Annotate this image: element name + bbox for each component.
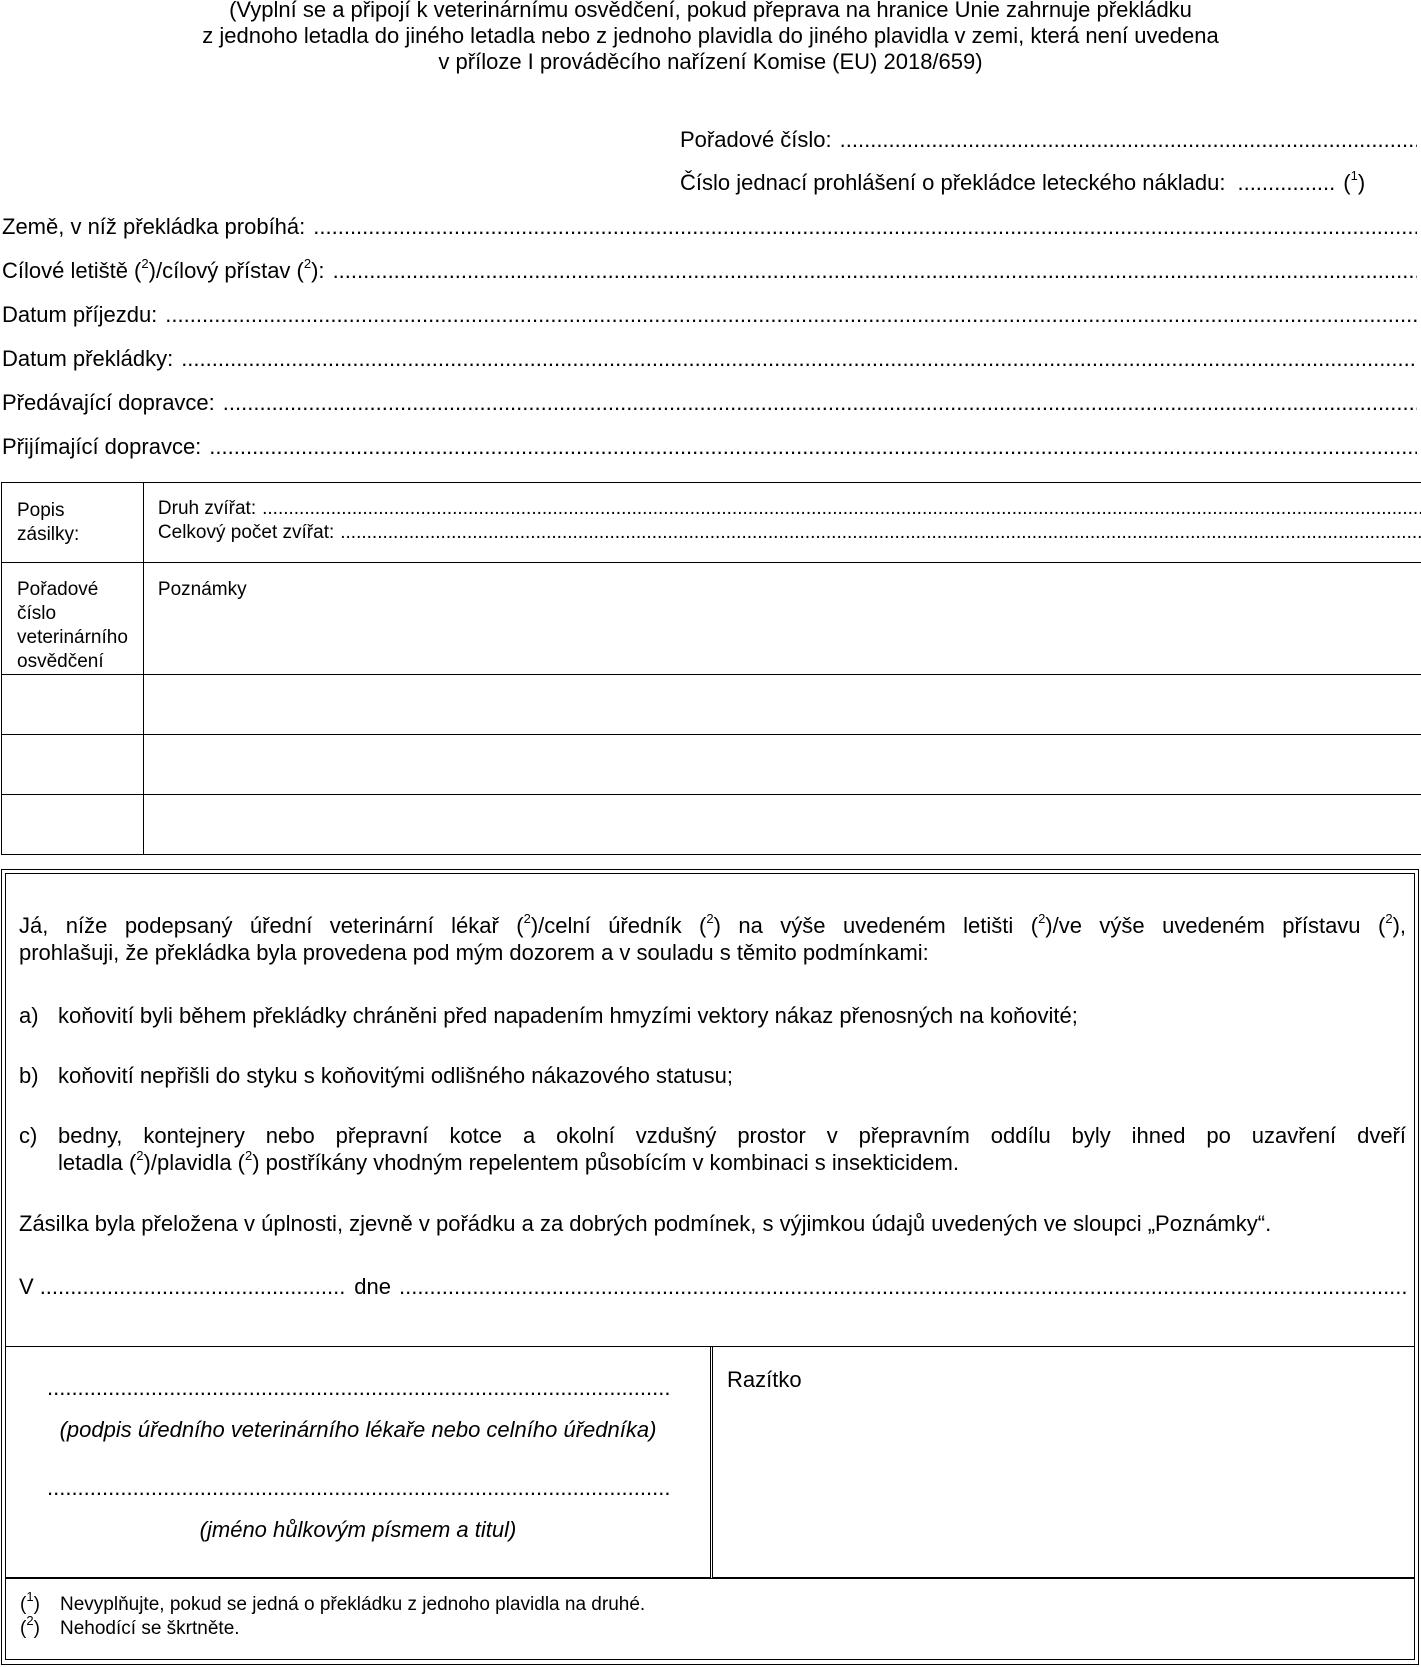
popis-zasilky-cell — [2, 483, 144, 563]
empty-cell[interactable] — [143, 675, 1421, 735]
footnote-2-text: Nehodící se škrtněte. — [60, 1618, 240, 1639]
field-predavajici[interactable] — [2, 390, 1417, 416]
druh-zvirat-field[interactable] — [158, 497, 1421, 521]
footnote-1 — [20, 1588, 646, 1617]
field-zeme-label: Země, v níž překládka probíhá: — [2, 214, 306, 239]
stamp-label: Razítko — [727, 1367, 802, 1392]
date-label: dne — [354, 1274, 391, 1299]
zasilka-statement: Zásilka byla přeložena v úplnosti, zjevně v pořádku a za dobrých podmínek, s výjimkou údajů uvedených ve sloupci „Poznámky“. — [19, 1211, 1272, 1236]
field-datum-prijezdu-dots[interactable] — [165, 302, 1417, 328]
header-line-2: z jednoho letadla do jiného letadla nebo z jednoho plavidla do jiného plavidla v zemi, která není uvedena — [202, 23, 1219, 48]
table-row — [2, 483, 1421, 563]
condition-b — [19, 1062, 1406, 1089]
header-line-3: v příloze I prováděcího nařízení Komise (EU) 2018/659) — [438, 49, 983, 74]
condition-b-letter: b) — [19, 1063, 39, 1088]
poznamky-label: Poznámky — [157, 579, 247, 600]
empty-cell[interactable] — [2, 675, 144, 735]
field-cilove-letiste[interactable] — [2, 255, 1417, 284]
field-prijimajici[interactable] — [2, 434, 1417, 460]
condition-a-letter: a) — [19, 1003, 39, 1028]
footnote-ref-1: ($^1$) — [1343, 167, 1366, 195]
declaration-intro-line-2: prohlašuji, že překládka byla provedena pod mým dozorem a v souladu s těmito podmínkami: — [19, 940, 929, 965]
declaration-intro — [19, 912, 1406, 966]
field-cislo-jednaci-label: Číslo jednací prohlášení o překládce leteckého nákladu: — [680, 170, 1226, 195]
field-predavajici-dots[interactable] — [223, 390, 1417, 416]
poradove-cislo-osvedceni-cell — [2, 563, 144, 675]
field-cislo-jednaci[interactable] — [680, 167, 1366, 196]
signature-box — [5, 1346, 711, 1578]
druh-zvirat-label: Druh zvířat: — [157, 498, 257, 519]
field-zeme[interactable] — [2, 214, 1417, 240]
place-dots[interactable] — [40, 1274, 347, 1300]
druh-zvirat-cell — [143, 483, 1421, 563]
condition-c — [19, 1122, 1406, 1176]
stamp-box[interactable] — [712, 1346, 1415, 1578]
condition-b-text: koňovití nepřišli do styku s koňovitými odlišného nákazového statusu; — [58, 1063, 734, 1088]
field-zeme-dots[interactable] — [313, 214, 1417, 240]
celkovy-pocet-dots[interactable] — [340, 521, 1421, 545]
name-line[interactable] — [6, 1475, 710, 1507]
field-datum-prekladky[interactable] — [2, 346, 1417, 372]
place-date-row — [19, 1274, 1406, 1300]
header-line-1: (Vyplní se a připojí k veterinárnímu osvědčení, pokud přeprava na hranice Unie zahrnuje překládku — [229, 0, 1192, 22]
condition-c-text: bedny, kontejnery nebo přepravní kotce a okolní vzdušný prostor v přepravním oddílu byly ihned po uzavření dveří letadla ($^2$)/plavidla ($^2$) postříkány vhodným repelentem působícím v kombinaci s insekticidem. — [58, 1123, 1406, 1175]
poznamky-cell — [143, 563, 1421, 675]
footnote-2-marker: ($^2$) — [20, 1612, 40, 1639]
signature-line[interactable] — [6, 1375, 710, 1407]
name-caption: (jméno hůlkovým písmem a titul) — [199, 1517, 517, 1542]
table-row — [2, 675, 1421, 735]
field-datum-prijezdu[interactable] — [2, 302, 1417, 328]
empty-cell[interactable] — [2, 735, 144, 795]
footnote-2 — [20, 1612, 240, 1641]
field-prijimajici-label: Přijímající dopravce: — [2, 434, 202, 459]
field-datum-prekladky-label: Datum překládky: — [2, 346, 174, 371]
field-datum-prekladky-dots[interactable] — [181, 346, 1417, 372]
condition-c-letter: c) — [19, 1123, 38, 1148]
empty-cell[interactable] — [143, 735, 1421, 795]
celkovy-pocet-field[interactable] — [158, 521, 1421, 545]
celkovy-pocet-label: Celkový počet zvířat: — [157, 522, 335, 543]
signature-caption: (podpis úředního veterinárního lékaře nebo celního úředníka) — [59, 1417, 657, 1442]
field-poradove-cislo-label: Pořadové číslo: — [680, 127, 832, 152]
declaration-text-box — [5, 873, 1415, 1347]
field-cilove-letiste-label: Cílové letiště ($^2$)/cílový přístav ($^2$): — [2, 255, 325, 283]
condition-a-text: koňovití byli během překládky chráněni před napadením hmyzími vektory nákaz přenosných na koňovité; — [58, 1003, 1078, 1028]
empty-cell[interactable] — [143, 795, 1421, 855]
table-row — [2, 563, 1421, 675]
table-row — [2, 735, 1421, 795]
form-header — [0, 0, 1421, 75]
field-predavajici-label: Předávající dopravce: — [2, 390, 215, 415]
table-row — [2, 795, 1421, 855]
field-cilove-letiste-dots[interactable] — [333, 258, 1417, 284]
field-datum-prijezdu-label: Datum příjezdu: — [2, 302, 158, 327]
declaration-intro-line-1: Já, níže podepsaný úřední veterinární lékař ($^2$)/celní úředník ($^2$) na výše uvedeném letišti ($^2$)/ve výše uvedeném přístavu ($^2$), — [19, 910, 1407, 938]
poradove-cislo-osvedceni-label-1: Pořadové číslo veterinárního — [17, 579, 128, 648]
footnotes-box — [5, 1578, 1415, 1660]
field-prijimajici-dots[interactable] — [209, 434, 1417, 460]
field-cislo-jednaci-dots[interactable]: ................ — [1237, 170, 1336, 195]
footnote-1-text: Nevyplňujte, pokud se jedná o překládku z jednoho plavidla na druhé. — [60, 1594, 646, 1615]
place-label: V — [19, 1274, 34, 1299]
poradove-cislo-osvedceni-label-2: osvědčení — [17, 651, 104, 672]
declaration-box — [1, 869, 1419, 1665]
consignment-table — [1, 482, 1421, 855]
field-poradove-cislo[interactable] — [680, 127, 1417, 153]
empty-cell[interactable] — [2, 795, 144, 855]
popis-zasilky-label: Popis zásilky: — [17, 499, 80, 545]
druh-zvirat-dots[interactable] — [262, 497, 1421, 521]
date-dots[interactable] — [399, 1274, 1406, 1300]
condition-a — [19, 1002, 1406, 1029]
field-poradove-cislo-dots[interactable] — [840, 127, 1417, 153]
footnote-1-marker: ($^1$) — [20, 1588, 40, 1615]
